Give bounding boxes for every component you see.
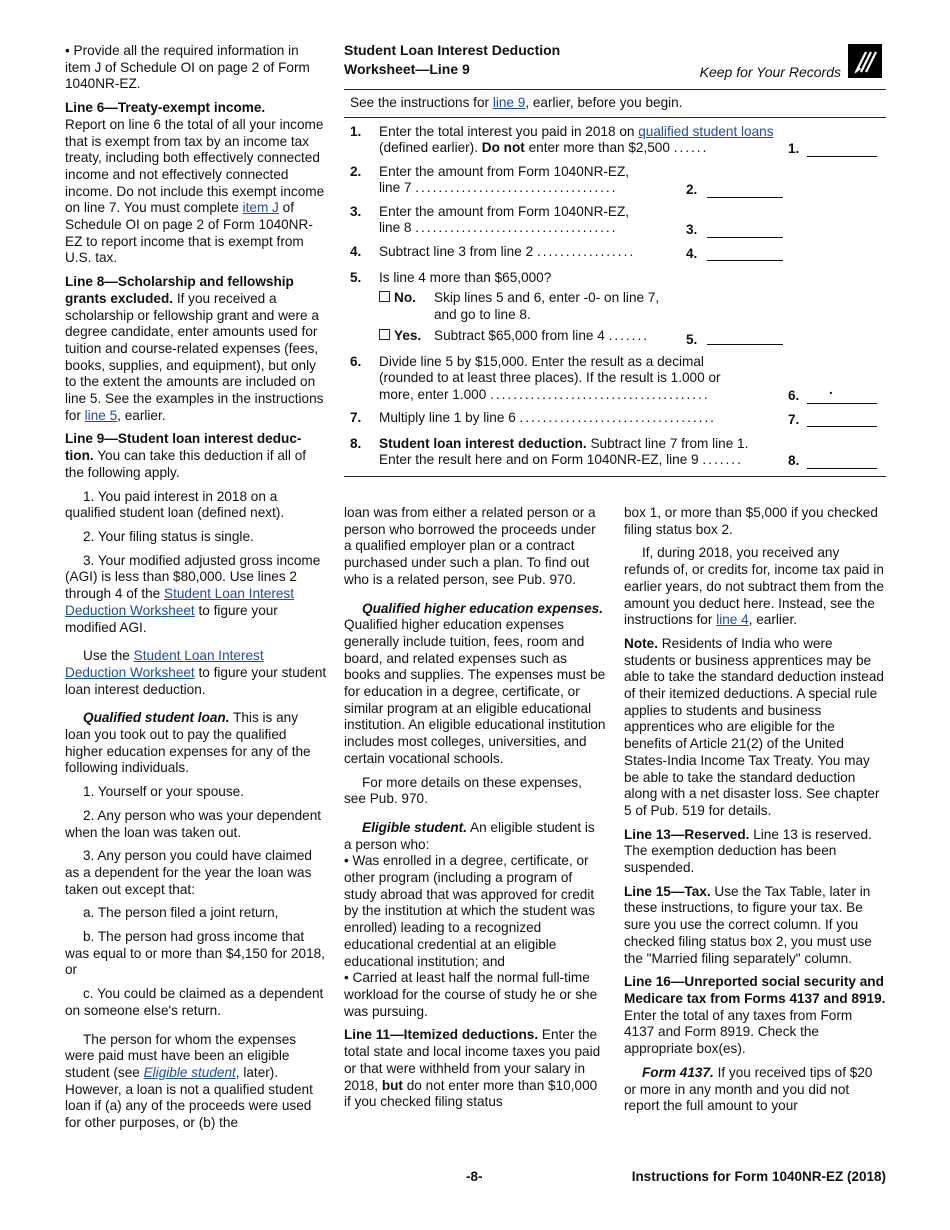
line6-heading: Line 6—Treaty-exempt income.	[65, 100, 266, 116]
middle-column	[344, 505, 606, 1118]
line4-link[interactable]: line 4	[716, 612, 749, 628]
line6-paragraph: Line 6—Treaty-exempt income. Report on line 6 the total of all your income that is exempt from tax by an income tax treaty, including both effectively connected income and not effectively connected income. Do not include this exempt income on line 7. You must complete item J of Schedule OI on page 2 of Form 1040NR-EZ to report income that is exempt from U.S. tax.	[65, 100, 325, 266]
use-worksheet-paragraph: Use the Student Loan Interest Deduction Worksheet to figure your student loan interest deduction.	[65, 648, 327, 697]
worksheet-row-4: 4. Subtract line 3 from line 2 ................. 4.	[344, 244, 886, 266]
qualified-student-loans-link[interactable]: qualified student loans	[638, 123, 774, 139]
line13-heading: Line 13—Reserved.	[624, 826, 750, 842]
intro-bullet: • Provide all the required information in item J of Schedule OI on page 2 of Form 1040NR-EZ.	[65, 43, 310, 92]
list-item: 2. Any person who was your dependent when the loan was taken out.	[65, 807, 322, 840]
line6-entry[interactable]	[807, 389, 877, 404]
worksheet-row-2: 2. Enter the amount from Form 1040NR-EZ, line 7 ................................... 2.	[344, 164, 886, 200]
list-item: a. The person filed a joint return,	[83, 905, 279, 921]
line13-paragraph: Line 13—Reserved. Line 13 is reserved. The exemption deduction has been suspended.	[624, 826, 872, 876]
no-checkbox[interactable]	[379, 291, 390, 302]
footer-title: Instructions for Form 1040NR-EZ (2018)	[631, 1169, 886, 1184]
form4137-heading: Form 4137.	[642, 1064, 714, 1080]
qualified-student-loan-paragraph: Qualified student loan. This is any loan you took out to pay the qualified higher education expenses for any of the following individuals.	[65, 710, 311, 776]
student-loan-worksheet	[344, 41, 886, 477]
line11-paragraph: Line 11—Itemized deductions. Enter the total state and local income taxes you paid or that were withheld from your salary in 2018, but do not enter more than $10,000 if you checked filing status	[344, 1027, 601, 1110]
list-item: c. You could be claimed as a dependent on someone else's return.	[65, 986, 324, 1018]
list-item: 3. Your modified adjusted gross income (AGI) is less than $80,000. Use lines 2 through 4 of the Student Loan Interest Deduction Worksheet to figure your modified AGI.	[65, 552, 321, 635]
list-item: • Carried at least half the normal full-time workload for the course of study he or she was pursuing.	[344, 970, 598, 1019]
pen-icon	[848, 44, 882, 78]
line9-paragraph: Line 9—Student loan interest deduc-tion. You can take this deduction if all of the following apply.	[65, 431, 307, 480]
worksheet-row-6: 6. Divide line 5 by $15,000. Enter the result as a decimal (rounded to at least three places). If the result is 1.000 or more, enter 1.000 ...................................... 6. .	[344, 354, 886, 406]
form4137-paragraph: Form 4137. If you received tips of $20 or more in any month and you did not report the full amount to your	[624, 1064, 873, 1114]
right-column	[624, 505, 886, 1122]
line9-link[interactable]: line 9	[492, 95, 526, 110]
keep-records-label: Keep for Your Records	[699, 64, 841, 80]
list-item: 2. Your filing status is single.	[83, 528, 254, 544]
more-details-paragraph: For more details on these expenses, see Pub. 970.	[344, 774, 582, 807]
qhee-heading: Qualified higher education expenses.	[362, 600, 603, 616]
worksheet-title: Student Loan Interest Deduction Worksheet—Line 9	[344, 42, 561, 77]
line7-entry[interactable]	[807, 412, 877, 427]
line8-paragraph: Line 8—Scholarship and fellowship grants excluded. If you received a scholarship or fellowship grant and were a degree candidate, enter amounts used for tuition and course-related expenses (fees, books, supplies, and equipment), but only to the extent the amounts are included on line 5. See the examples in the instructions for line 5, earlier.	[65, 274, 324, 423]
line16-heading: Line 16—Unreported social security and Medicare tax from Forms 4137 and 8919.	[624, 974, 886, 1006]
worksheet-row-5: 5. Is line 4 more than $65,000? No. Skip lines 5 and 6, enter -0- on line 7, and go to line 8. Yes. Subtract $65,000 from line 4 ....... 5.	[344, 270, 886, 350]
worksheet-row-3: 3. Enter the amount from Form 1040NR-EZ, line 8 ................................... 3.	[344, 204, 886, 240]
line4-entry[interactable]	[707, 246, 783, 261]
line5-link[interactable]: line 5	[84, 407, 118, 423]
eligible-student-paragraph: Eligible student. An eligible student is a person who:	[344, 819, 595, 852]
box1-paragraph: box 1, or more than $5,000 if you checked filing status box 2.	[624, 505, 878, 537]
worksheet-instructions: See the instructions for line 9, earlier, before you begin.	[344, 90, 886, 118]
eligible-student-link[interactable]: Eligible student	[143, 1064, 236, 1080]
list-item: 1. You paid interest in 2018 on a qualified student loan (defined next).	[65, 488, 285, 521]
line2-entry[interactable]	[707, 183, 783, 198]
yes-checkbox[interactable]	[379, 329, 390, 340]
note-heading: Note.	[624, 635, 658, 651]
refunds-paragraph: If, during 2018, you received any refunds of, or credits for, income tax paid in earlier years, do not subtract them from the amount you deduct here. Instead, see the instructions for line 4, earlier.	[624, 545, 884, 628]
page-number: -8-	[466, 1169, 483, 1184]
line11-heading: Line 11—Itemized deductions.	[344, 1027, 539, 1043]
worksheet-link[interactable]: Student Loan Interest Deduction Worksheet	[65, 648, 264, 680]
qhee-paragraph: Qualified higher education expenses. Qualified higher education expenses generally include tuition, fees, room and board, and related expenses such as books and supplies. The expenses must be for education in a degree, certificate, or similar program at an eligible educational institution. An eligible educational institution includes most colleges, universities, and certain vocational schools.	[344, 600, 606, 766]
line9-heading: Line 9—Student loan interest deduc-tion.	[65, 431, 302, 464]
line5-entry[interactable]	[707, 330, 783, 345]
qsl-heading: Qualified student loan.	[83, 710, 230, 726]
person-paragraph: The person for whom the expenses were paid must have been an eligible student (see Eligible student, later). However, a loan is not a qualified student loan if (a) any of the proceeds were used for other purposes, or (b) the	[65, 1031, 313, 1131]
line15-heading: Line 15—Tax.	[624, 883, 711, 899]
note-paragraph: Note. Residents of India who were students or business apprentices may be able to take the standard deduction instead of their itemized deductions. A special rule applies to students and business apprentices who are eligible for the benefits of Article 21(2) of the United States-India Income Tax Treaty. You may be able to take the standard deduction along with a net disaster loss. See chapter 5 of Pub. 519 for details.	[624, 635, 884, 818]
list-item: • Was enrolled in a degree, certificate, or other program (including a program of study abroad that was approved for credit by the institution at which the student was enrolled) leading to a recognized educational credential at an eligible educational institution; and	[344, 853, 595, 969]
list-item: 1. Yourself or your spouse.	[83, 784, 244, 800]
worksheet-link[interactable]: Student Loan Interest Deduction Worksheet	[65, 586, 295, 618]
eligible-student-heading: Eligible student.	[362, 819, 467, 835]
list-item: b. The person had gross income that was equal to or more than $4,150 for 2018, or	[65, 929, 325, 978]
line16-paragraph: Line 16—Unreported social security and Medicare tax from Forms 4137 and 8919. Enter the total of any taxes from Form 4137 and Form 8919. Check the appropriate box(es).	[624, 974, 886, 1057]
worksheet-row-7: 7. Multiply line 1 by line 6 .................................. 7.	[344, 410, 886, 432]
worksheet-row-1: 1. Enter the total interest you paid in 2018 on qualified student loans (defined earlier). Do not enter more than $2,500 ...... 1.	[344, 124, 886, 160]
line8-heading: Line 8—Scholarship and fellowship grants excluded.	[65, 274, 294, 306]
loan-paragraph: loan was from either a related person or a person who borrowed the proceeds under a qualified employer plan or a contract purchased under such a plan. To find out who is a related person, see Pub. 970.	[344, 505, 596, 587]
line15-paragraph: Line 15—Tax. Use the Tax Table, later in these instructions, to figure your tax. Be sure you use the correct column. If you checked filing status box 2, you must use the "Married filing separately" column.	[624, 883, 872, 966]
list-item: 3. Any person you could have claimed as a dependent for the year the loan was taken out except that:	[65, 848, 312, 897]
line8-entry[interactable]	[807, 454, 877, 469]
line3-entry[interactable]	[707, 223, 783, 238]
worksheet-row-8: 8. Student loan interest deduction. Subtract line 7 from line 1. Enter the result here and on Form 1040NR-EZ, line 9 ....... 8.	[344, 436, 886, 472]
item-j-link[interactable]: item J	[242, 200, 279, 216]
line1-entry[interactable]	[807, 142, 877, 157]
left-column	[65, 43, 327, 1139]
